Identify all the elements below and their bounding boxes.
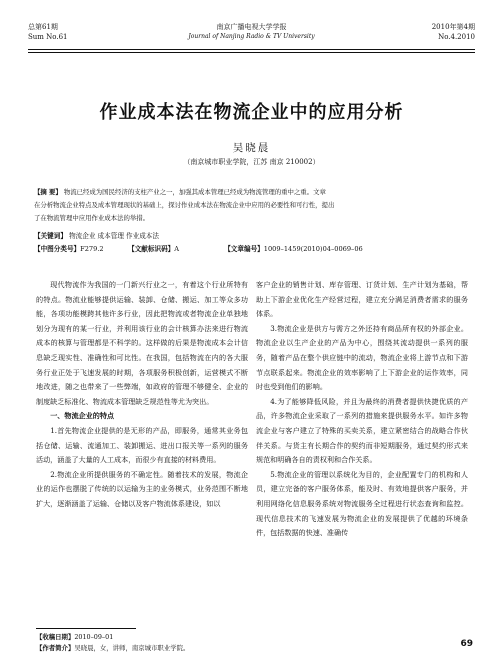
article-title: 作业成本法在物流企业中的应用分析	[99, 102, 404, 123]
author-info-label: 【作者简介】	[36, 644, 75, 652]
paragraph: 4.为了能够降低风险，并且为最终的消费者提供快捷优质的产品，许多物流企业采取了一系列的措施来提供服务水平。如许多物流企业与客户建立了特殊的买卖关系，建立紧密结合的战略合作伙伴关系。与货主有长期合作的契约而非短期服务，通过契约形式来规范和明确各自的责权利和合作关系。	[256, 396, 468, 465]
footnote	[36, 628, 246, 654]
article-meta	[34, 230, 475, 256]
volume-cn: 总第61期	[28, 23, 58, 31]
running-header	[28, 22, 475, 60]
footnote-rule	[36, 628, 136, 629]
clc-label: 【中图分类号】	[34, 245, 81, 253]
header-rule-thin	[28, 52, 475, 53]
keywords-row	[34, 230, 475, 243]
paragraph: 2.物流企业所提供服务的不确定性。随着技术的发展，物流企业的运作也摆脱了传统的以运输为主的业务模式，业务范围不断地扩大，逐渐涵盖了运输、仓储以及客户物流体系建设，如以	[36, 469, 248, 508]
articleno-value: 1009–1459(2010)04–0069–06	[263, 245, 363, 253]
doccode-label: 【文献标识码】	[128, 245, 175, 253]
abstract-label: 【摘 要】	[34, 188, 62, 196]
journal-name-cn: 南京广播电视大学学报	[216, 23, 287, 31]
issue-cn: 2010年第4期	[431, 23, 475, 31]
keywords-label: 【关键词】	[34, 232, 67, 240]
author-info: 吴晓晨，女，讲师，南京城市职业学院。	[74, 644, 190, 652]
articleno-label: 【文章编号】	[224, 245, 264, 253]
abstract-line-2: 在分析物流企业特点及成本管理现状的基础上，探讨作业成本法在物流企业中应用的必要性和可行性，提出	[34, 201, 335, 209]
paragraph: 现代物流作为我国的一门新兴行业之一，有着这个行业所特有的特点。物流业能够提供运输、装卸、仓储、搬运、加工等众多功能，各项功能模跨其他许多行业，因此把物流或者物流企业单独地划分为现有的某一行业，并利用该行业的会计核算办法来进行物流成本的核算与管理都是不科学的。这样做的后果是物流成本会计信息缺乏现实性、准确性和可比性。在我国，包括物流在内的各大服务行业正处于飞速发展的时期，各项服务积极创新，运营模式不断地改进，随之也带来了一些弊端，如政府的管理不够健全、企业的制度缺乏标准化、物流成本管理缺乏规范性等尤为突出。	[36, 280, 248, 406]
volume-en: Sum No.61	[28, 33, 68, 41]
body-column-left	[36, 278, 248, 512]
body-column-right	[256, 278, 468, 541]
header-issue	[432, 22, 475, 42]
author-affiliation: （南京城市职业学院，江苏 南京 210002）	[183, 158, 320, 166]
received-label: 【收稿日期】	[36, 633, 75, 641]
abstract	[34, 186, 475, 225]
clc-value: F279.2	[80, 245, 104, 253]
classification-row	[34, 243, 475, 256]
journal-name-en: Journal of Nanjing Radio & TV University	[188, 33, 315, 40]
doccode-value: A	[174, 245, 180, 253]
header-rule	[28, 49, 475, 50]
abstract-line-3: 了在物流管理中应用作业成本法的举措。	[34, 214, 150, 222]
article-author: 吴晓晨	[232, 142, 271, 154]
page-number: 69	[460, 639, 473, 649]
header-journal	[28, 22, 475, 42]
received-date: 2010–09–01	[74, 633, 114, 641]
paragraph: 5.物流企业的管理以系统化为目的，企业配置专门的机构和人员，建立完备的客户服务体系，能及时、有效地提供客户服务，并利用网络化信息服务系统对物流服务全过程进行状态查询和监控。现代信息技术的飞速发展为物流企业的发展提供了优越的环境条件，包括数据的快速、准确传	[256, 469, 468, 538]
paragraph: 1.首先物流企业提供的是无形的产品，即服务，通常其业务包括仓储、运输、流通加工、装卸搬运、进出口报关等一系列的服务活动，涵盖了大量的人工成本，而很少有直接的材料费用。	[36, 425, 248, 465]
issue-en: No.4.2010	[438, 33, 475, 41]
paragraph: 3.物流企业是供方与需方之外还持有商品所有权的外部企业。物流企业以生产企业的产品为中心，围绕其流动提供一系列的服务，随着产品在整个供应链中的流动，物流企业将上游节点和下游节点联系起来。物流企业的效率影响了上下游企业的运作效率，同时也受到他们的影响。	[256, 323, 468, 392]
section-heading: 一、物流企业的特点	[50, 411, 115, 421]
paragraph: 客户企业的销售计划、库存管理、订货计划、生产计划为基础，帮助上下游企业优化生产经营过程，建立充分满足消费者需求的服务体系。	[256, 280, 468, 319]
abstract-line-1: 物流已经成为国民经济的支柱产业之一，加强其成本管理已经成为物流管理的重中之重。文章	[63, 188, 326, 196]
keywords-text: 物流企业 成本管理 作业成本法	[69, 232, 159, 240]
